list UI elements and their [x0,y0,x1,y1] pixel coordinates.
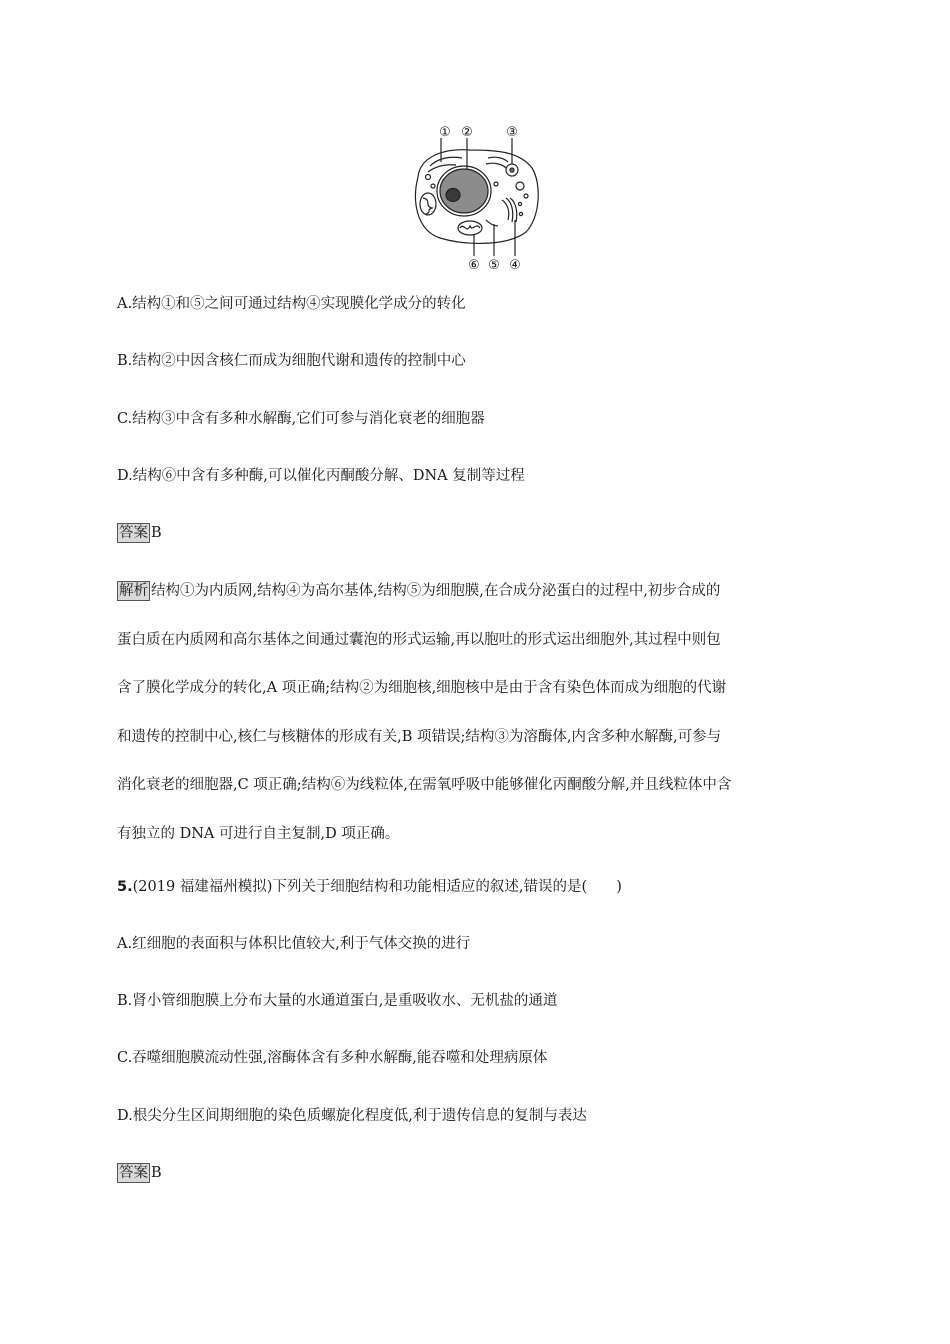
answer-tag: 答案 [119,525,148,541]
answer-value: B [151,525,162,541]
question-number: 5. [117,879,133,895]
mitochondrion-bottom [458,221,482,235]
q5-stem [117,877,622,897]
analysis-line: 有独立的 DNA 可进行自主复制,D 项正确。 [117,825,400,842]
analysis-line: 蛋白质在内质网和高尔基体之间通过囊泡的形式运输,再以胞吐的形式运出细胞外,其过程中则包 [117,631,721,648]
q4-option-c: C.结构③中含有多种水解酶,它们可参与消化衰老的细胞器 [117,411,485,427]
q5-answer [117,1163,162,1183]
cell-diagram [408,122,542,272]
q4-answer [117,523,162,543]
analysis-line: 消化衰老的细胞器,C 项正确;结构⑥为线粒体,在需氧呼吸中能够催化丙酮酸分解,并且线粒体中含 [117,777,732,793]
q5-option-b: B.肾小管细胞膜上分布大量的水通道蛋白,是重吸收水、无机盐的通道 [117,993,558,1009]
q4-option-a: A.结构①和⑤之间可通过结构④实现膜化学成分的转化 [117,296,466,312]
analysis-line: 含了膜化学成分的转化,A 项正确;结构②为细胞核,细胞核中是由于含有染色体而成为细胞的代谢 [117,680,727,696]
label-3: ③ [506,125,518,140]
q4-option-d: D.结构⑥中含有多种酶,可以催化丙酮酸分解、DNA 复制等过程 [117,468,525,484]
label-2: ② [461,125,473,140]
q4-option-b: B.结构②中因含核仁而成为细胞代谢和遗传的控制中心 [117,353,466,369]
q5-option-c: C.吞噬细胞膜流动性强,溶酶体含有多种水解酶,能吞噬和处理病原体 [117,1050,548,1066]
label-6: ⑥ [468,258,480,272]
analysis-line: 解析 结构①为内质网,结构④为高尔基体,结构⑤为细胞膜,在合成分泌蛋白的过程中,初步合成的 [119,583,721,599]
nucleolus-shape [446,189,460,202]
answer-tag: 答案 [119,1165,148,1181]
q5-option-a: A.红细胞的表面积与体积比值较大,利于气体交换的进行 [117,936,471,952]
q5-option-d: D.根尖分生区间期细胞的染色质螺旋化程度低,利于遗传信息的复制与表达 [117,1108,587,1124]
label-4: ④ [509,258,521,272]
golgi-shape [502,200,509,220]
answer-value: B [151,1165,162,1181]
label-1: ① [439,125,451,140]
cell-diagram-svg [408,122,542,272]
analysis-tag: 解析 [119,583,148,599]
question-stem: (2019 福建福州模拟)下列关于细胞结构和功能相适应的叙述,错误的是( ) [132,879,622,895]
q4-analysis [117,567,833,858]
analysis-line: 和遗传的控制中心,核仁与核糖体的形成有关,B 项错误;结构③为溶酶体,内含多种水解酶,可参与 [117,728,722,745]
label-5: ⑤ [488,258,500,272]
